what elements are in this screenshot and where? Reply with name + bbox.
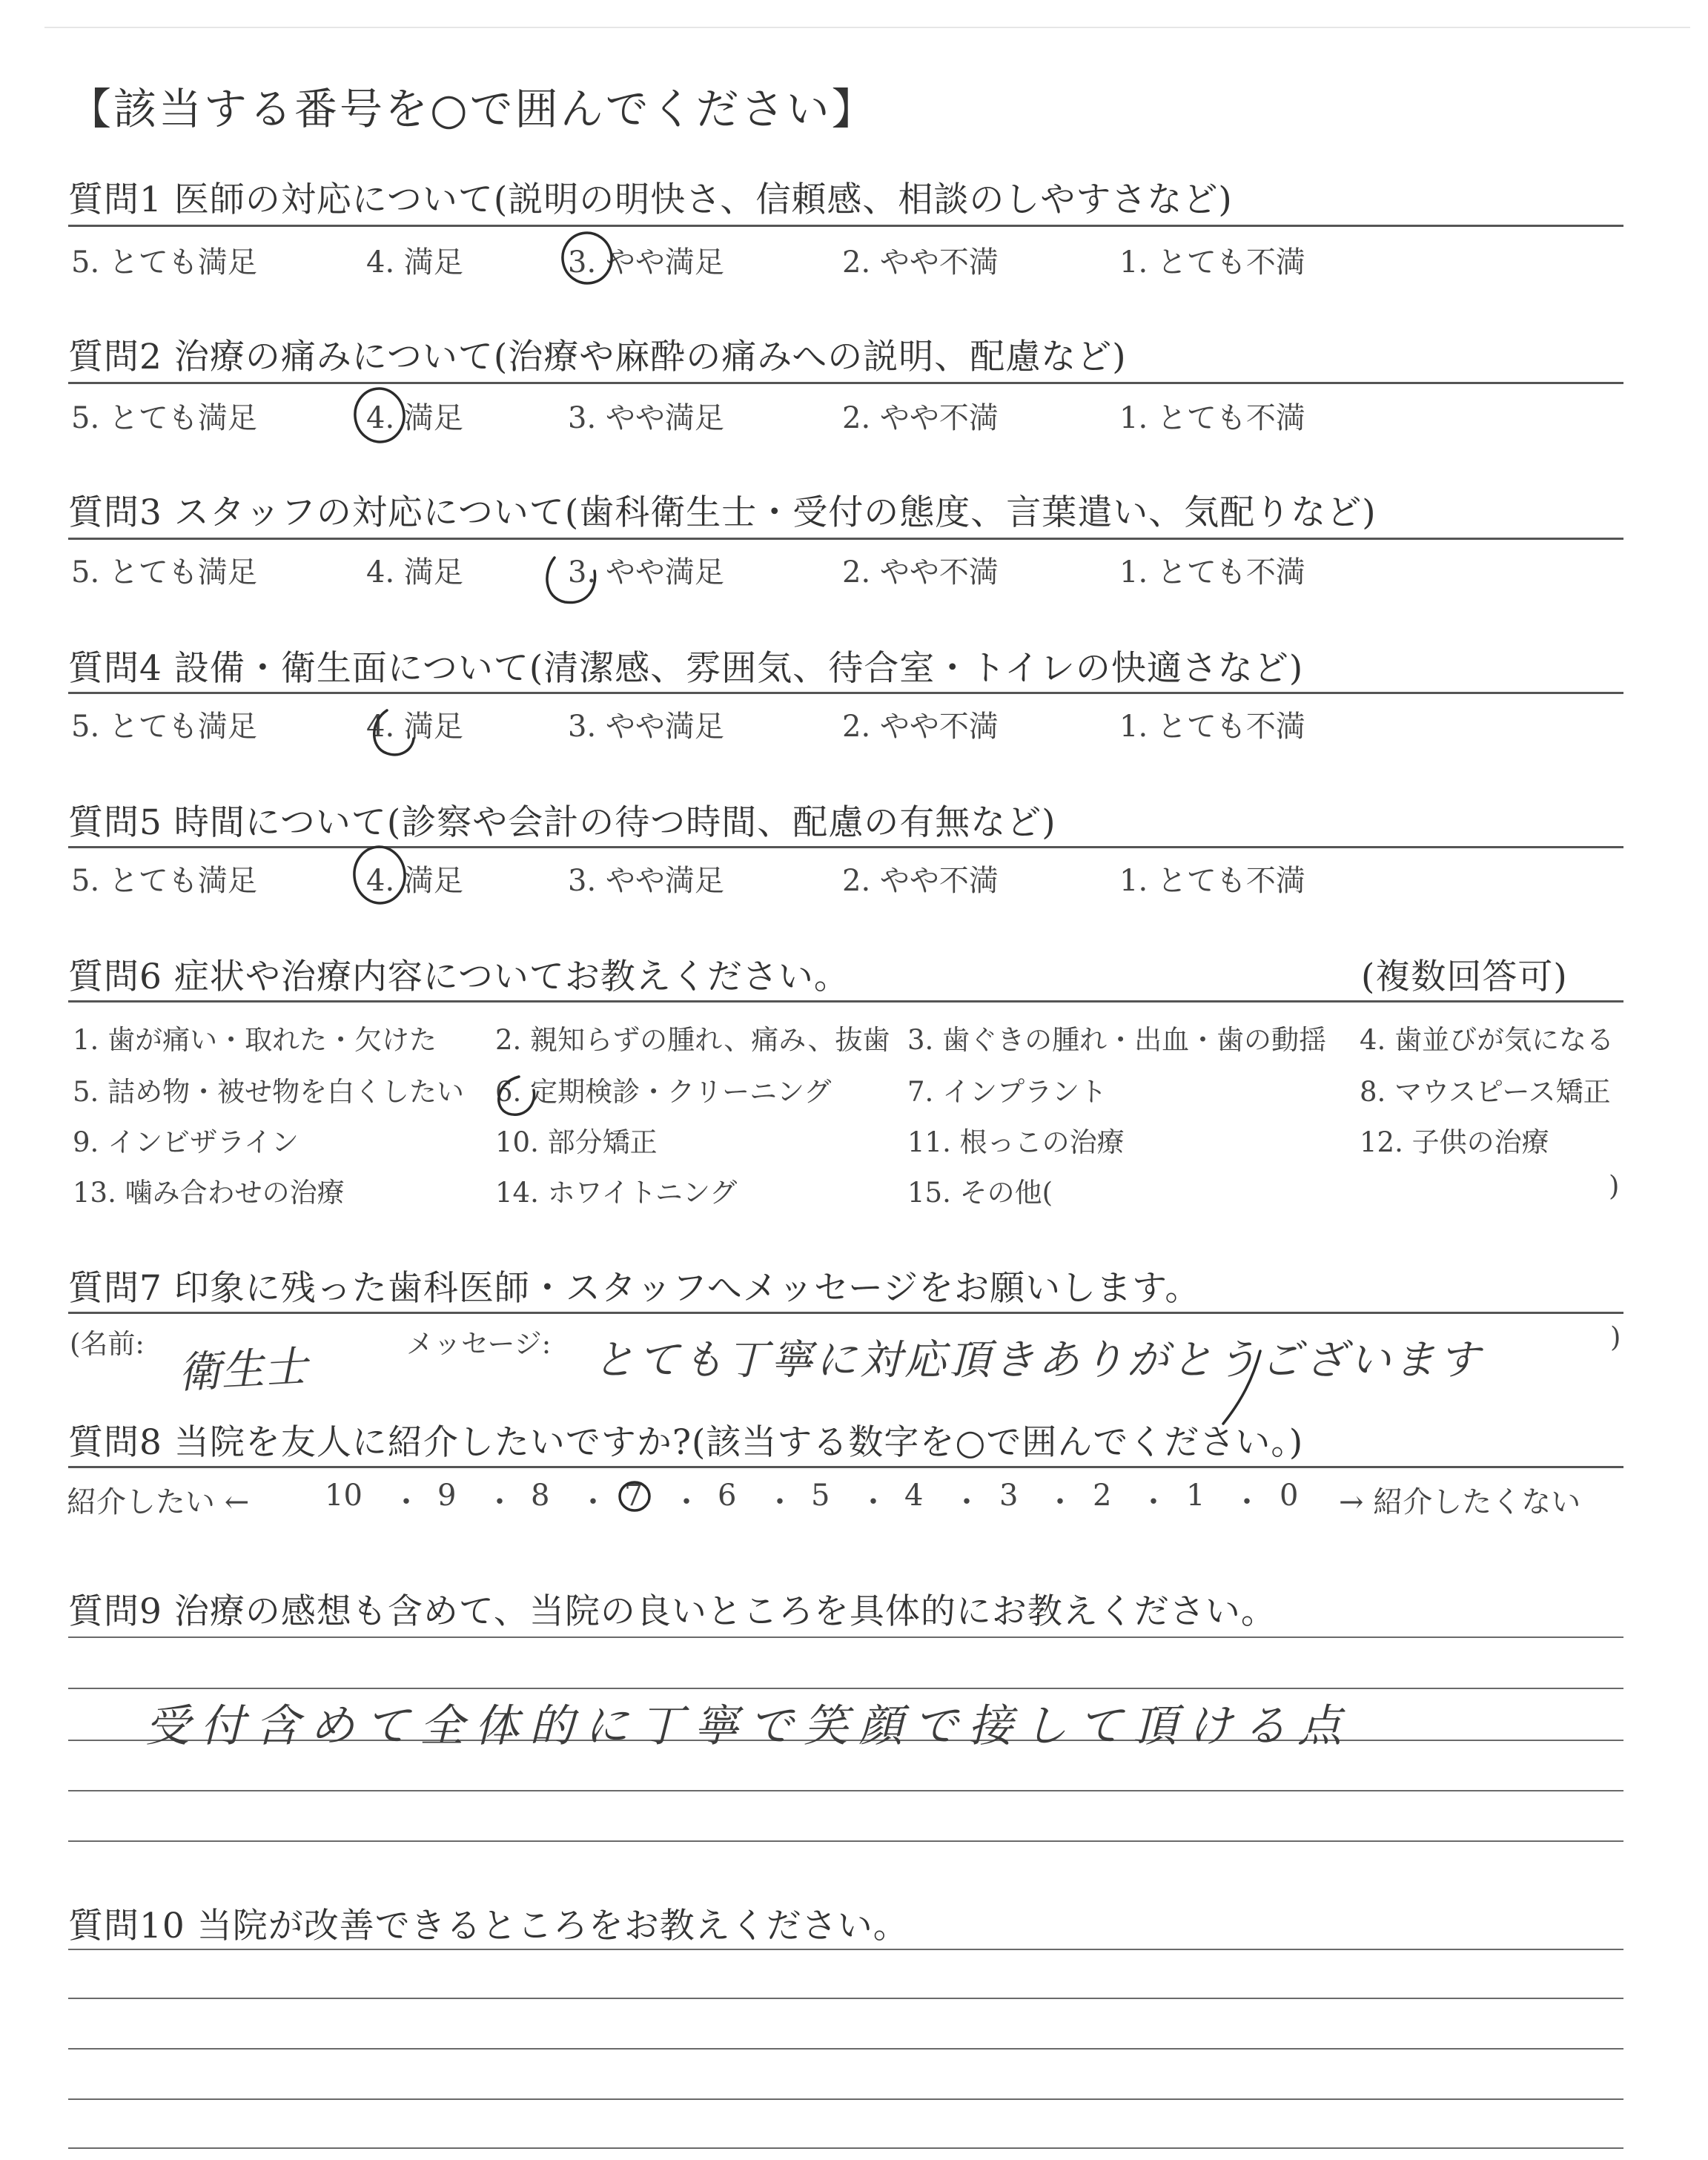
question-7-heading: 質問7 印象に残った歯科医師・スタッフへメッセージをお願いします。 (68, 1268, 1201, 1309)
q1-option-1[interactable]: 1. とても不満 (1119, 245, 1305, 280)
q8-dot: ・ (578, 1485, 608, 1519)
q8-dot: ・ (952, 1485, 982, 1519)
q8-scale-9[interactable]: 9 (437, 1479, 457, 1513)
q7-close-paren: ) (1610, 1321, 1621, 1353)
q9-line (68, 1790, 1623, 1791)
page-top-edge (44, 27, 1690, 28)
q1-option-3[interactable]: 3. やや満足 (568, 245, 724, 280)
question-5-rule (68, 846, 1623, 848)
question-6-note: (複数回答可) (1361, 957, 1568, 997)
question-2-rule (68, 382, 1623, 384)
q10-line (68, 2098, 1623, 2100)
q6-item-11[interactable]: 11. 根っこの治療 (907, 1126, 1125, 1158)
q3-option-3[interactable]: 3. やや満足 (568, 555, 724, 589)
q6-item-9[interactable]: 9. インビザライン (73, 1126, 299, 1158)
q1-option-5[interactable]: 5. とても満足 (71, 245, 257, 280)
q8-dot: ・ (765, 1485, 795, 1519)
q8-scale-10[interactable]: 10 (325, 1479, 363, 1513)
q1-option-2[interactable]: 2. やや不満 (842, 245, 999, 280)
q7-name-label: (名前: (70, 1328, 145, 1360)
question-9-heading: 質問9 治療の感想も含めて、当院の良いところを具体的にお教えください。 (68, 1591, 1277, 1632)
q7-message-label: メッセージ: (406, 1328, 552, 1360)
q8-scale-6[interactable]: 6 (718, 1479, 737, 1513)
q10-line (68, 2147, 1623, 2149)
q10-line (68, 2048, 1623, 2050)
q5-option-5[interactable]: 5. とても満足 (71, 864, 257, 898)
q8-scale-5[interactable]: 5 (811, 1479, 830, 1513)
q7-handwritten-message: とても丁寧に対応頂きありがとうございます (593, 1336, 1483, 1384)
question-8-rule (68, 1466, 1623, 1468)
q2-option-5[interactable]: 5. とても満足 (71, 401, 257, 435)
q10-line (68, 1998, 1623, 1999)
q6-item-2[interactable]: 2. 親知らずの腫れ、痛み、抜歯 (495, 1024, 890, 1056)
q8-dot: ・ (1045, 1485, 1075, 1519)
q2-option-4[interactable]: 4. 満足 (366, 401, 463, 435)
q9-line (68, 1840, 1623, 1842)
q8-dot: ・ (1139, 1485, 1168, 1519)
question-3-rule (68, 538, 1623, 540)
q9-line (68, 1688, 1623, 1689)
q8-scale-3[interactable]: 3 (999, 1479, 1019, 1513)
q6-item-1[interactable]: 1. 歯が痛い・取れた・欠けた (73, 1024, 437, 1056)
q8-scale-8[interactable]: 8 (531, 1479, 550, 1513)
q6-item-13[interactable]: 13. 噛み合わせの治療 (73, 1177, 345, 1209)
q3-option-2[interactable]: 2. やや不満 (842, 555, 999, 589)
q8-dot: ・ (672, 1485, 701, 1519)
q4-option-2[interactable]: 2. やや不満 (842, 710, 999, 744)
q10-line (68, 1949, 1623, 1950)
q8-right-label: → 紹介したくない (1339, 1485, 1581, 1519)
q8-dot: ・ (485, 1485, 514, 1519)
question-4-rule (68, 692, 1623, 694)
q3-option-5[interactable]: 5. とても満足 (71, 555, 257, 589)
q6-item-15[interactable]: 15. その他( (907, 1177, 1053, 1209)
q8-dot: ・ (391, 1485, 421, 1519)
q8-dot: ・ (858, 1485, 888, 1519)
q5-option-4[interactable]: 4. 満足 (366, 864, 463, 898)
q8-dot: ・ (1232, 1485, 1262, 1519)
q6-item-5[interactable]: 5. 詰め物・被せ物を白くしたい (73, 1076, 465, 1108)
q4-option-1[interactable]: 1. とても不満 (1119, 710, 1305, 744)
question-5-heading: 質問5 時間について(診察や会計の待つ時間、配慮の有無など) (68, 802, 1056, 843)
q6-item-7[interactable]: 7. インプラント (907, 1076, 1108, 1108)
q6-item-4[interactable]: 4. 歯並びが気になる (1360, 1024, 1615, 1056)
question-2-heading: 質問2 治療の痛みについて(治療や麻酔の痛みへの説明、配慮など) (68, 337, 1127, 377)
q4-option-5[interactable]: 5. とても満足 (71, 710, 257, 744)
q6-item-15-close-paren: ) (1609, 1170, 1620, 1202)
q5-option-3[interactable]: 3. やや満足 (568, 864, 724, 898)
question-10-heading: 質問10 当院が改善できるところをお教えください。 (68, 1906, 909, 1946)
q2-option-1[interactable]: 1. とても不満 (1119, 401, 1305, 435)
question-4-heading: 質問4 設備・衛生面について(清潔感、雰囲気、待合室・トイレの快適さなど) (68, 648, 1304, 689)
q5-option-2[interactable]: 2. やや不満 (842, 864, 999, 898)
q6-item-14[interactable]: 14. ホワイトニング (495, 1177, 738, 1209)
q8-scale-7[interactable]: 7 (624, 1479, 643, 1513)
q7-handwritten-name: 衛生士 (176, 1341, 308, 1398)
q4-option-4[interactable]: 4. 満足 (366, 710, 463, 744)
q9-handwritten-answer: 受付含めて全体的に丁寧で笑顔で接して頂ける点 (145, 1700, 1352, 1752)
question-7-rule (68, 1312, 1623, 1314)
q8-scale-0[interactable]: 0 (1280, 1479, 1299, 1513)
q2-option-3[interactable]: 3. やや満足 (568, 401, 724, 435)
question-3-heading: 質問3 スタッフの対応について(歯科衛生士・受付の態度、言葉遣い、気配りなど) (68, 492, 1377, 533)
q2-option-2[interactable]: 2. やや不満 (842, 401, 999, 435)
q8-scale-2[interactable]: 2 (1093, 1479, 1112, 1513)
q6-item-10[interactable]: 10. 部分矯正 (495, 1126, 658, 1158)
q6-item-6[interactable]: 6. 定期検診・クリーニング (495, 1076, 832, 1108)
q5-option-1[interactable]: 1. とても不満 (1119, 864, 1305, 898)
q3-option-1[interactable]: 1. とても不満 (1119, 555, 1305, 589)
q8-scale-1[interactable]: 1 (1186, 1479, 1205, 1513)
q8-left-label: 紹介したい ← (67, 1485, 250, 1519)
q9-line (68, 1636, 1623, 1638)
q3-option-4[interactable]: 4. 満足 (366, 555, 463, 589)
question-1-rule (68, 225, 1623, 227)
q6-item-3[interactable]: 3. 歯ぐきの腫れ・出血・歯の動揺 (907, 1024, 1327, 1056)
q6-item-12[interactable]: 12. 子供の治療 (1360, 1126, 1549, 1158)
question-8-heading: 質問8 当院を友人に紹介したいですか?(該当する数字を○で囲んでください。) (68, 1422, 1304, 1463)
q4-option-3[interactable]: 3. やや満足 (568, 710, 724, 744)
q6-item-8[interactable]: 8. マウスピース矯正 (1360, 1076, 1611, 1108)
question-6-heading: 質問6 症状や治療内容についてお教えください。 (68, 957, 850, 997)
question-6-rule (68, 1000, 1623, 1003)
question-1-heading: 質問1 医師の対応について(説明の明快さ、信頼感、相談のしやすさなど) (68, 179, 1233, 220)
page-title: 【該当する番号を○で囲んでください】 (68, 84, 877, 134)
q8-scale-4[interactable]: 4 (904, 1479, 924, 1513)
q1-option-4[interactable]: 4. 満足 (366, 245, 463, 280)
